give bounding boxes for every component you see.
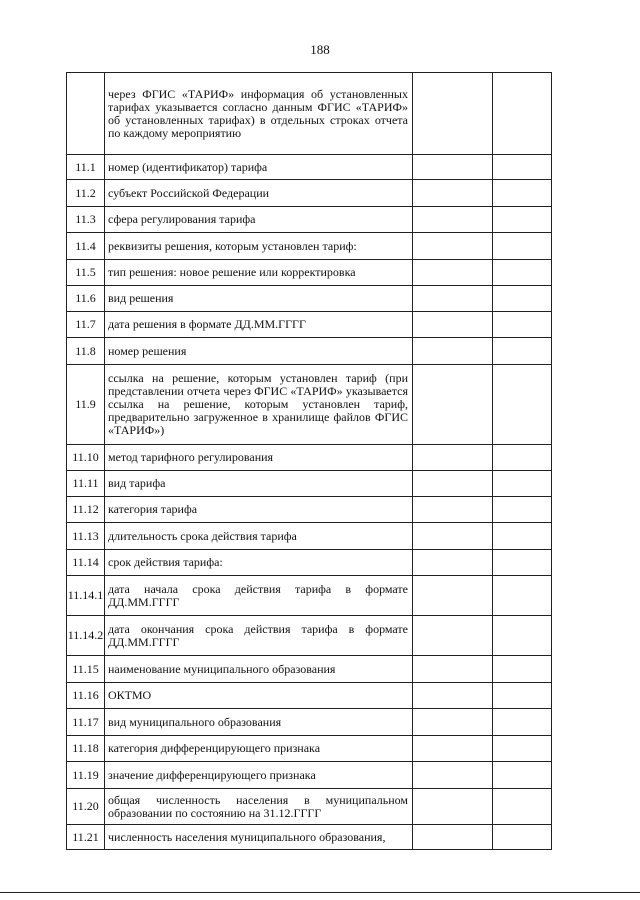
row-description: срок действия тарифа: — [105, 550, 413, 576]
row-number: 11.17 — [67, 709, 105, 736]
row-number: 11.10 — [67, 445, 105, 471]
value-cell-2 — [493, 789, 552, 825]
row-number: 11.8 — [67, 338, 105, 365]
table-row — [67, 736, 552, 762]
value-cell-2 — [493, 155, 552, 180]
table-row — [67, 338, 552, 365]
value-cell-1 — [413, 365, 493, 445]
row-number: 11.12 — [67, 497, 105, 523]
row-number: 11.15 — [67, 656, 105, 683]
value-cell-1 — [413, 576, 493, 616]
row-number: 11.16 — [67, 683, 105, 709]
value-cell-2 — [493, 365, 552, 445]
value-cell-1 — [413, 233, 493, 260]
table-row — [67, 180, 552, 207]
table-row — [67, 616, 552, 656]
value-cell-2 — [493, 445, 552, 471]
row-number: 11.2 — [67, 180, 105, 207]
row-number: 11.4 — [67, 233, 105, 260]
value-cell-1 — [413, 73, 493, 155]
row-description: категория дифференцирующего признака — [105, 736, 413, 762]
value-cell-1 — [413, 180, 493, 207]
value-cell-2 — [493, 523, 552, 550]
table-row — [67, 550, 552, 576]
value-cell-1 — [413, 656, 493, 683]
table-row — [67, 365, 552, 445]
value-cell-2 — [493, 233, 552, 260]
row-description: через ФГИС «ТАРИФ» информация об установленных тарифах указывается согласно данным ФГИС «ТАРИФ» об установленных тарифах) в отдельных строках отчета по каждому мероприятию — [105, 73, 413, 155]
table-row — [67, 233, 552, 260]
row-number: 11.20 — [67, 789, 105, 825]
value-cell-1 — [413, 445, 493, 471]
value-cell-1 — [413, 286, 493, 312]
row-description: дата начала срока действия тарифа в формате ДД.ММ.ГГГГ — [105, 576, 413, 616]
row-description: общая численность населения в муниципальном образовании по состоянию на 31.12.ГГГГ — [105, 789, 413, 825]
row-description: вид решения — [105, 286, 413, 312]
value-cell-1 — [413, 260, 493, 286]
value-cell-2 — [493, 825, 552, 850]
row-description: субъект Российской Федерации — [105, 180, 413, 207]
value-cell-2 — [493, 260, 552, 286]
row-description: ссылка на решение, которым установлен тариф (при представлении отчета через ФГИС «ТАРИФ» указывается ссылка на решение, которым установлен тариф, предварительно загруженное в хранилище файлов ФГИС «ТАРИФ») — [105, 365, 413, 445]
value-cell-2 — [493, 576, 552, 616]
table-row — [67, 683, 552, 709]
table-row — [67, 523, 552, 550]
value-cell-2 — [493, 207, 552, 233]
table-row — [67, 73, 552, 155]
row-number: 11.5 — [67, 260, 105, 286]
value-cell-1 — [413, 616, 493, 656]
value-cell-2 — [493, 762, 552, 789]
row-number: 11.14.2 — [67, 616, 105, 656]
table-row — [67, 709, 552, 736]
table-body — [67, 73, 552, 850]
row-description: значение дифференцирующего признака — [105, 762, 413, 789]
row-number: 11.9 — [67, 365, 105, 445]
value-cell-1 — [413, 312, 493, 338]
table-row — [67, 656, 552, 683]
value-cell-2 — [493, 73, 552, 155]
value-cell-2 — [493, 683, 552, 709]
table-row — [67, 471, 552, 497]
value-cell-2 — [493, 471, 552, 497]
table-row — [67, 789, 552, 825]
row-description: категория тарифа — [105, 497, 413, 523]
value-cell-1 — [413, 207, 493, 233]
row-description: номер решения — [105, 338, 413, 365]
bottom-rule — [0, 892, 640, 893]
row-description: вид тарифа — [105, 471, 413, 497]
value-cell-2 — [493, 180, 552, 207]
row-description: длительность срока действия тарифа — [105, 523, 413, 550]
row-number: 11.19 — [67, 762, 105, 789]
value-cell-2 — [493, 736, 552, 762]
value-cell-1 — [413, 736, 493, 762]
table-row — [67, 260, 552, 286]
value-cell-2 — [493, 550, 552, 576]
value-cell-1 — [413, 523, 493, 550]
row-number: 11.6 — [67, 286, 105, 312]
row-description: реквизиты решения, которым установлен тариф: — [105, 233, 413, 260]
table-row — [67, 286, 552, 312]
row-description: вид муниципального образования — [105, 709, 413, 736]
row-number: 11.14.1 — [67, 576, 105, 616]
table-row — [67, 762, 552, 789]
row-number: 11.14 — [67, 550, 105, 576]
row-number: 11.7 — [67, 312, 105, 338]
table-row — [67, 445, 552, 471]
value-cell-1 — [413, 789, 493, 825]
value-cell-2 — [493, 286, 552, 312]
row-number: 11.3 — [67, 207, 105, 233]
row-number — [67, 73, 105, 155]
table-row — [67, 155, 552, 180]
value-cell-1 — [413, 825, 493, 850]
row-number: 11.13 — [67, 523, 105, 550]
table-row — [67, 312, 552, 338]
document-table — [66, 72, 552, 850]
row-description: наименование муниципального образования — [105, 656, 413, 683]
row-description: дата решения в формате ДД.ММ.ГГГГ — [105, 312, 413, 338]
row-description: дата окончания срока действия тарифа в формате ДД.ММ.ГГГГ — [105, 616, 413, 656]
value-cell-2 — [493, 338, 552, 365]
row-number: 11.1 — [67, 155, 105, 180]
row-number: 11.21 — [67, 825, 105, 850]
row-number: 11.11 — [67, 471, 105, 497]
row-description: сфера регулирования тарифа — [105, 207, 413, 233]
row-description: метод тарифного регулирования — [105, 445, 413, 471]
value-cell-1 — [413, 497, 493, 523]
value-cell-1 — [413, 683, 493, 709]
table-row — [67, 207, 552, 233]
value-cell-2 — [493, 497, 552, 523]
value-cell-1 — [413, 550, 493, 576]
row-description: тип решения: новое решение или корректировка — [105, 260, 413, 286]
value-cell-1 — [413, 338, 493, 365]
value-cell-1 — [413, 709, 493, 736]
row-description: численность населения муниципального образования, — [105, 825, 413, 850]
value-cell-2 — [493, 709, 552, 736]
page-number: 188 — [310, 42, 330, 57]
value-cell-1 — [413, 155, 493, 180]
table-row — [67, 497, 552, 523]
table-row — [67, 576, 552, 616]
row-number: 11.18 — [67, 736, 105, 762]
value-cell-1 — [413, 471, 493, 497]
row-description: номер (идентификатор) тарифа — [105, 155, 413, 180]
value-cell-2 — [493, 616, 552, 656]
value-cell-2 — [493, 312, 552, 338]
table-row — [67, 825, 552, 850]
value-cell-2 — [493, 656, 552, 683]
value-cell-1 — [413, 762, 493, 789]
row-description: ОКТМО — [105, 683, 413, 709]
